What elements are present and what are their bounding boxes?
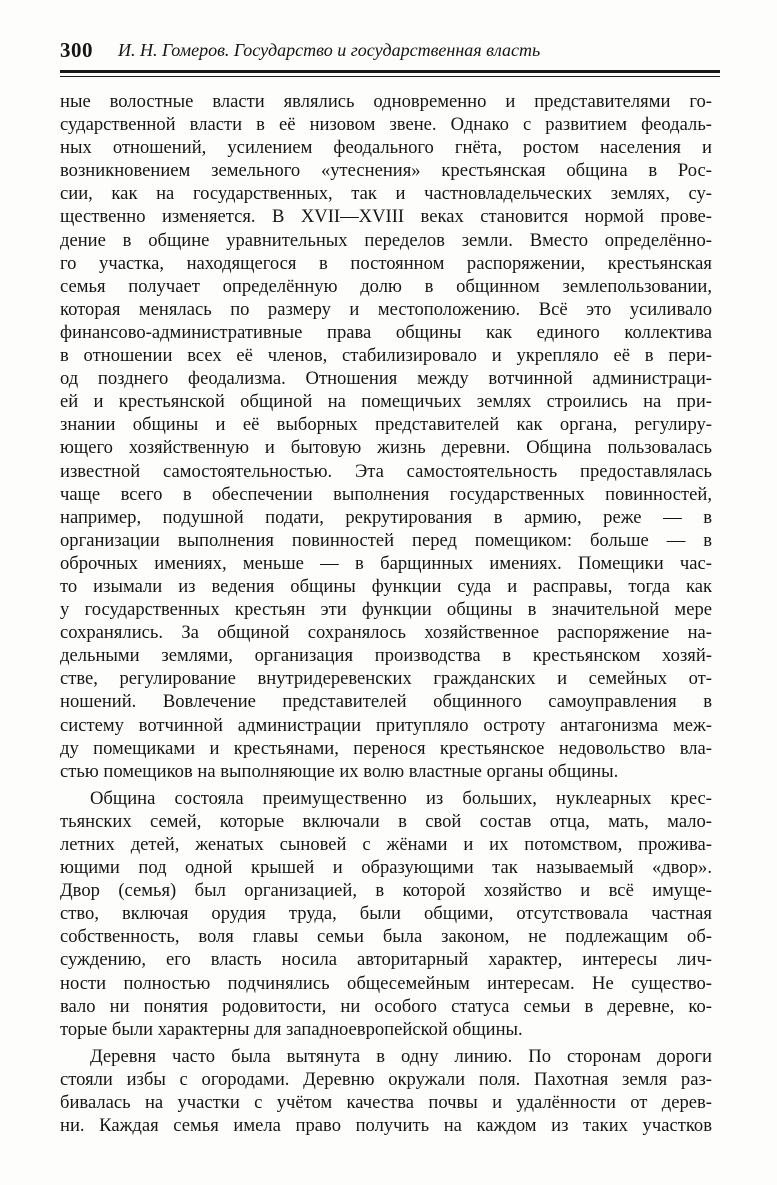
text-line: ей и крестьянской общиной на помещичьих землях строились на при- [60,391,712,413]
text-line: стве, регулирование внутридеревенских гражданских и семейных от- [60,668,712,690]
text-line: ные волостные власти являлись одновременно и представителями го- [60,91,712,112]
page-number: 300 [60,38,93,62]
paragraph [60,787,712,1041]
text-line: знании общины и её выборных представителей как органа, регулиру- [60,414,712,436]
body-text [60,90,712,1137]
text-line: дельными землями, организация производства в крестьянском хозяй- [60,645,712,667]
text-line: известной самостоятельностью. Эта самостоятельность предоставлялась [60,460,712,482]
text-line: в отношении всех её членов, стабилизировало и укрепляло её в пери- [60,345,712,367]
text-line: финансово-административные права общины как единого коллектива [60,321,712,343]
text-line: оброчных имениях, меньше — в барщинных имениях. Помещики час- [60,552,712,574]
text-line: стью помещиков на выполняющие их волю властные органы общины. [60,760,619,782]
text-line: Община состояла преимущественно из больших, нуклеарных крес- [90,787,712,809]
text-line: ни. Каждая семья имела право получить на каждом из таких участков [60,1115,712,1137]
text-line: од позднего феодализма. Отношения между вотчинной администраци- [60,368,712,390]
paragraph [60,1045,712,1137]
text-line: сии, как на государственных, так и частновладельческих землях, су- [60,183,712,205]
text-line: стояли избы с огородами. Деревню окружали поля. Пахотная земля раз- [60,1068,712,1090]
text-line: то изымали из ведения общины функции суда и расправы, тогда как [60,575,712,597]
text-line: го участка, находящегося в постоянном распоряжении, крестьянская [60,252,712,274]
text-line: семья получает определённую долю в общинном землепользовании, [60,275,712,297]
text-line: ношений. Вовлечение представителей общинного самоуправления в [60,691,712,713]
text-line: организации выполнения повинностей перед помещиком: больше — в [60,529,712,551]
text-line: вало ни понятия родовитости, ни особого статуса семьи в деревне, ко- [60,995,712,1017]
text-line: Двор (семья) был организацией, в которой хозяйство и всё имуще- [60,880,712,902]
text-line: чаще всего в обеспечении выполнения государственных повинностей, [60,483,712,505]
running-title: И. Н. Гомеров. Государство и государственная власть [118,40,541,60]
text-line: ности полностью подчинялись общесемейным интересам. Не существо- [60,972,712,994]
text-line: щественно изменяется. В XVII—XVIII веках становится нормой прове- [60,206,712,228]
text-line: ющего хозяйственную и бытовую жизнь деревни. Община пользовалась [60,437,712,459]
text-line: дение в общине уравнительных переделов земли. Вместо определённо- [60,229,712,251]
text-line: сохранялись. За общиной сохранялось хозяйственное распоряжение на- [60,622,712,644]
text-line: суждению, его власть носила авторитарный характер, интересы лич- [60,949,712,971]
page-header [60,38,720,68]
paragraph [60,90,712,783]
text-line: ющими под одной крышей и образующими так называемый «двор». [60,857,712,879]
text-line: у государственных крестьян эти функции общины в значительной мере [60,599,712,621]
text-line: сударственной власти в её низовом звене. Однако с развитием феодаль- [60,114,712,136]
text-line: тьянских семей, которые включали в свой состав отца, мать, мало- [60,810,712,832]
text-line: систему вотчинной администрации притупляло остроту антагонизма меж- [60,714,712,736]
text-line: например, подушной подати, рекрутирования в армию, реже — в [60,506,712,528]
header-rule-thick [60,70,720,73]
text-line: которая менялась по размеру и местоположению. Всё это усиливало [60,298,712,320]
text-line: собственность, воля главы семьи была законом, не подлежащим об- [60,926,712,948]
header-rule-thin [60,76,720,77]
text-line: летних детей, женатых сыновей с жёнами и их потомством, прожива- [60,834,712,855]
text-line: ду помещиками и крестьянами, перенося крестьянское недовольство вла- [60,737,712,759]
text-line: бивалась на участки с учётом качества почвы и удалённости от дерев- [60,1092,712,1114]
text-line: возникновением земельного «утеснения» крестьянская община в Рос- [60,160,712,182]
text-line: ных отношений, усилением феодального гнёта, ростом населения и [60,137,712,159]
text-line: ство, включая орудия труда, были общими, отсутствовала частная [60,903,712,925]
text-line: Деревня часто была вытянута в одну линию. По сторонам дороги [90,1045,712,1067]
text-line: торые были характерны для западноевропейской общины. [60,1018,523,1040]
